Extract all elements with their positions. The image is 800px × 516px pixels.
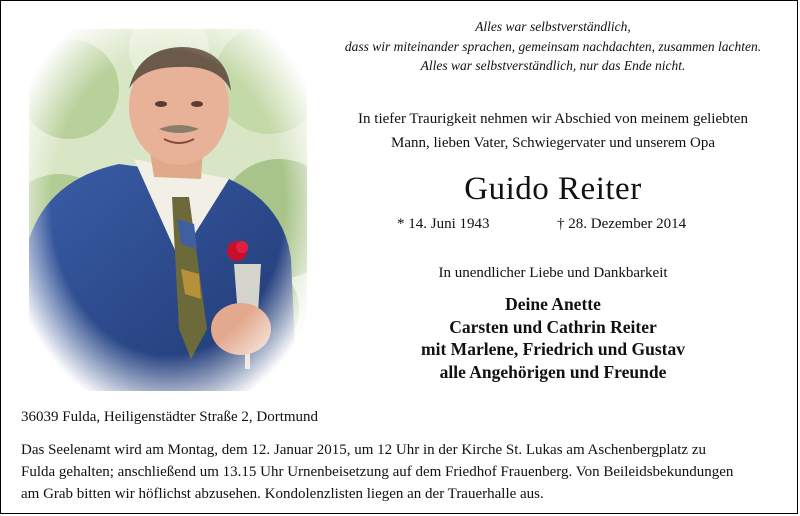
address: 36039 Fulda, Heiligenstädter Straße 2, Dortmund (21, 409, 319, 425)
farewell-intro (313, 107, 793, 155)
deceased-name: Guido Reiter (464, 171, 642, 207)
motto-line: Alles war selbstverständlich, (475, 19, 631, 34)
intro-line: Mann, lieben Vater, Schwiegervater und unserem Opa (390, 135, 716, 151)
birth-date: * 14. Juni 1943 (397, 216, 490, 232)
notice-line: Das Seelenamt wird am Montag, dem 12. Januar 2015, um 12 Uhr in der Kirche St. Lukas am Aschenbergplatz zu (21, 442, 706, 458)
motto-line: Alles war selbstverständlich, nur das Ende nicht. (420, 58, 686, 73)
mourners-intro: In unendlicher Liebe und Dankbarkeit (438, 265, 668, 281)
mourner-line: mit Marlene, Friedrich und Gustav (421, 339, 685, 359)
notice-line: Fulda gehalten; anschließend um 13.15 Uhr Urnenbeisetzung auf dem Friedhof Frauenberg. Von Beileidsbekundungen (21, 464, 734, 480)
mourner-line: Carsten und Cathrin Reiter (449, 316, 657, 337)
death-date: † 28. Dezember 2014 (557, 216, 687, 232)
mourner-line: Deine Anette (505, 294, 601, 314)
portrait-photo (29, 29, 307, 391)
motto-verse (313, 17, 793, 76)
service-notice (21, 439, 793, 505)
mourner-line: alle Angehörigen und Freunde (439, 361, 667, 382)
mourners-list (313, 293, 793, 383)
notice-line: am Grab bitten wir höflichst abzusehen. Kondolenzlisten liegen an der Trauerhalle aus. (21, 486, 544, 502)
portrait-illustration (29, 29, 307, 391)
motto-line: dass wir miteinander sprachen, gemeinsam nachdachten, zusammen lachten. (344, 38, 762, 54)
intro-line: In tiefer Traurigkeit nehmen wir Abschied von meinem geliebten (358, 111, 748, 127)
